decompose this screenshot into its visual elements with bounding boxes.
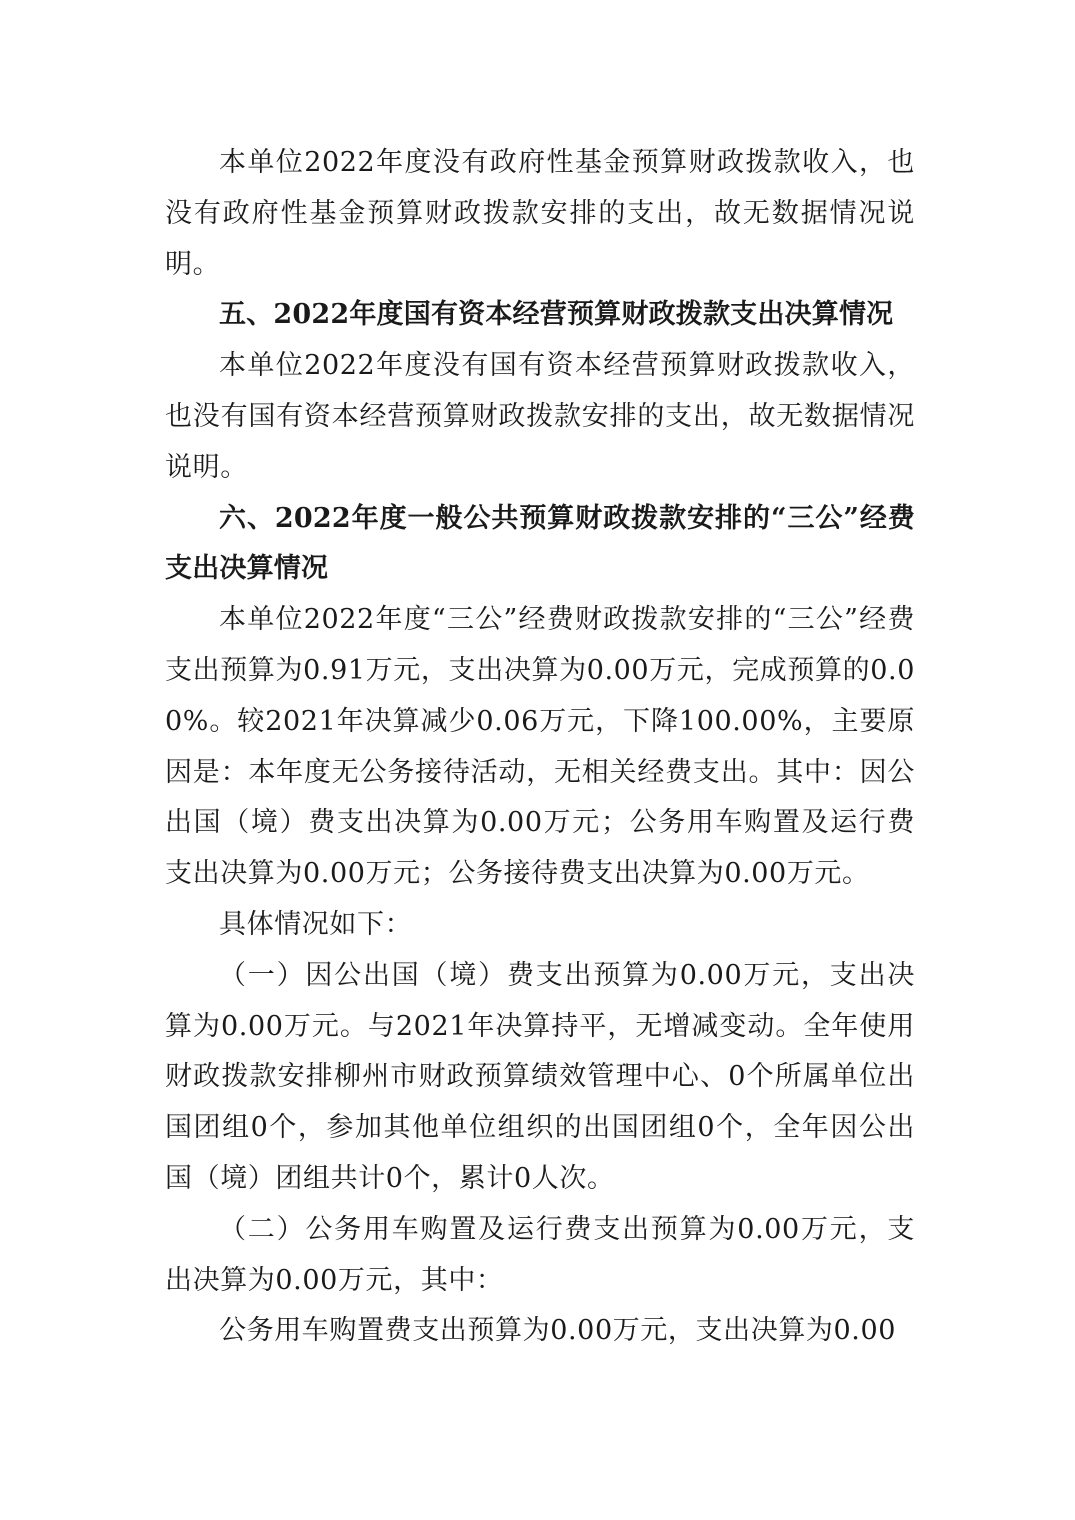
paragraph-overseas-travel: （一）因公出国（境）费支出预算为0.00万元，支出决算为0.00万元。与2021年决算持平，无增减变动。全年使用财政拨款安排柳州市财政预算绩效管理中心、0个所属单位出国团组0个，参加其他单位组织的出国团组0个，全年因公出国（境）团组共计0个，累计0人次。 bbox=[165, 959, 915, 1194]
paragraph-details-intro: 具体情况如下： bbox=[219, 908, 413, 940]
heading-section-6: 六、2022年度一般公共预算财政拨款安排的“三公”经费支出决算情况 bbox=[165, 502, 915, 585]
paragraph-three-public-summary: 本单位2022年度“三公”经费财政拨款安排的“三公”经费支出预算为0.91万元，支出决算为0.00万元，完成预算的0.00%。较2021年决算减少0.06万元，下降100.00%，主要原因是：本年度无公务接待活动，无相关经费支出。其中：因公出国（境）费支出决算为0.00万元；公务用车购置及运行费支出决算为0.00万元；公务接待费支出决算为0.00万元。 bbox=[165, 604, 915, 890]
paragraph-fund-budget: 本单位2022年度没有政府性基金预算财政拨款收入，也没有政府性基金预算财政拨款安排的支出，故无数据情况说明。 bbox=[165, 147, 915, 280]
paragraph-vehicle-purchase: 公务用车购置费支出预算为0.00万元，支出决算为0.00 bbox=[219, 1315, 897, 1347]
paragraph-state-capital: 本单位2022年度没有国有资本经营预算财政拨款收入，也没有国有资本经营预算财政拨款安排的支出，故无数据情况说明。 bbox=[165, 350, 915, 483]
heading-section-5: 五、2022年度国有资本经营预算财政拨款支出决算情况 bbox=[219, 299, 894, 331]
paragraph-vehicle-costs: （二）公务用车购置及运行费支出预算为0.00万元，支出决算为0.00万元，其中： bbox=[165, 1213, 915, 1296]
document-page bbox=[165, 138, 915, 1357]
